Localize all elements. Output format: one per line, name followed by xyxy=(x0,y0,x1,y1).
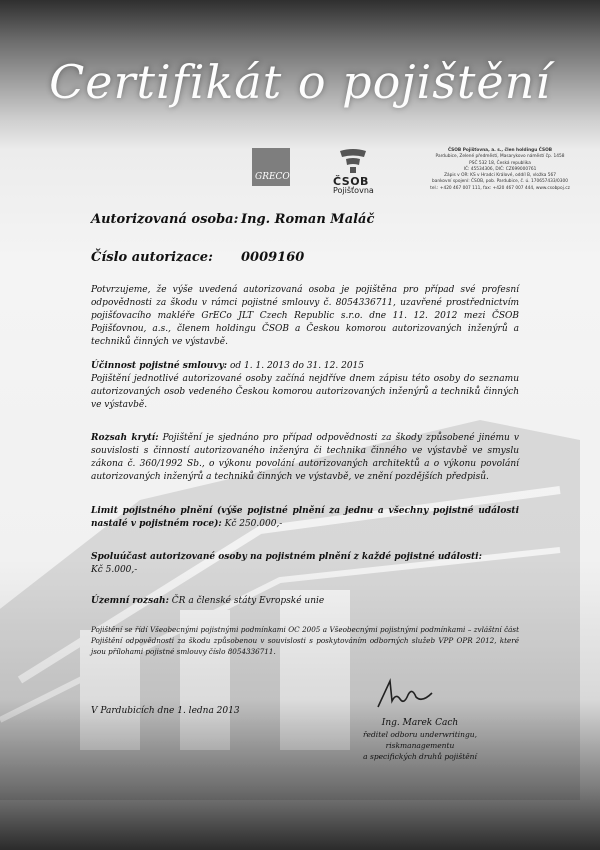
deductible-label: Spoluúčast autorizované osoby na pojistném plnění z každé pojistné události: xyxy=(91,552,482,562)
effectiveness-section xyxy=(91,360,519,412)
signature-image xyxy=(370,675,440,715)
place-date: V Pardubicích dne 1. ledna 2013 xyxy=(91,706,240,716)
authorization-row xyxy=(91,250,305,265)
company-address xyxy=(420,148,580,192)
greco-logo-text: GRECO xyxy=(255,172,290,182)
signer-block xyxy=(340,718,500,762)
company-line: PSČ 532 18, Česká republika xyxy=(469,160,531,166)
certificate-title: Certifikát o pojištění xyxy=(49,55,551,109)
limit-label: Limit pojistného plnění (výše pojistné plnění za jednu a všechny pojistné události nastalé v pojistném roce): xyxy=(91,506,519,529)
authorization-label: Číslo autorizace: xyxy=(91,250,213,265)
signer-role: ředitel odboru underwritingu, xyxy=(362,730,478,739)
company-line: Pardubice, Zelené předměstí, Masarykovo náměstí čp. 1458 xyxy=(435,154,565,160)
limit-value: Kč 250.000,- xyxy=(221,519,283,529)
signer-role: riskmanagementu xyxy=(385,741,455,750)
effectiveness-period: od 1. 1. 2013 do 31. 12. 2015 xyxy=(227,361,364,371)
company-line: tel.: +420 467 007 111, fax: +420 467 007 444, www.csobpoj.cz xyxy=(430,185,570,191)
person-row xyxy=(91,212,375,227)
authorization-value: 0009160 xyxy=(241,250,305,265)
greco-logo xyxy=(252,148,290,186)
deductible-value: Kč 5.000,- xyxy=(91,565,138,575)
company-line: bankovní spojení: ČSOB, pob. Pardubice, č. ú. 170657433/0300 xyxy=(431,179,568,185)
scope-label: Rozsah krytí: xyxy=(91,433,159,443)
signer-name: Ing. Marek Cach xyxy=(381,718,459,728)
effectiveness-label: Účinnost pojistné smlouvy: xyxy=(91,361,228,371)
company-line: Zápis v OR: KS v Hradci Králové, oddíl B, vložka 567 xyxy=(444,173,556,179)
csob-logo-sub: Pojišťovna xyxy=(333,186,374,195)
company-line: ČSOB Pojišťovna, a. s., člen holdingu ČSOB xyxy=(447,148,553,153)
territory-value: ČR a členské státy Evropské unie xyxy=(168,596,325,606)
scope-text: Pojištění je sjednáno pro případ odpovědnosti za škody způsobené jinému v souvislosti s činností autorizovaného inženýra či technika činného ve výstavbě ve smyslu zákona č. 360/1992 Sb., o výkonu povolání autorizovaných architektů a o výkonu povolání autorizovaných inženýrů a techniků činných ve výstavbě, ve znění pozdějších předpisů. xyxy=(91,433,519,482)
company-line: IČ: 45534306, DIČ: CZ699000761 xyxy=(463,166,537,172)
signer-role: a specifických druhů pojištění xyxy=(363,752,477,761)
territory-section xyxy=(91,595,519,608)
person-label: Autorizovaná osoba: xyxy=(91,212,239,227)
limit-section xyxy=(91,505,519,531)
territory-label: Územní rozsah: xyxy=(91,596,169,606)
deductible-section xyxy=(91,551,519,577)
effectiveness-text: Pojištění jednotlivé autorizované osoby začíná nejdříve dnem zápisu této osoby do seznamu autorizovaných osob vedeného Českou komorou autorizovaných inženýrů a techniků činných ve výstavbě. xyxy=(91,374,519,410)
terms-paragraph: Pojištění se řídí Všeobecnými pojistnými podmínkami OC 2005 a Všeobecnými pojistnými podmínkami – zvláštní část Pojištění odpovědnosti za škodu způsobenou v souvislosti s poskytováním odborných služeb VPP OPR 2012, které jsou přílohami pojistné smlouvy číslo 8054336711. xyxy=(91,625,519,656)
person-value: Ing. Roman Maláč xyxy=(241,212,375,227)
intro-paragraph: Potvrzujeme, že výše uvedená autorizovaná osoba je pojištěna pro případ své profesní odpovědnosti za škodu v rámci pojistné smlouvy č. 8054336711, uzavřené prostřednictvím pojišťovacího makléře GrECo JLT Czech Republic s.r.o. dne 11. 12. 2012 mezi ČSOB Pojišťovnou, a.s., členem holdingu ČSOB a Českou komorou autorizovaných inženýrů a techniků činných ve výstavbě. xyxy=(91,285,519,347)
scope-section xyxy=(91,432,519,484)
csob-logo-name: ČSOB xyxy=(333,175,369,188)
